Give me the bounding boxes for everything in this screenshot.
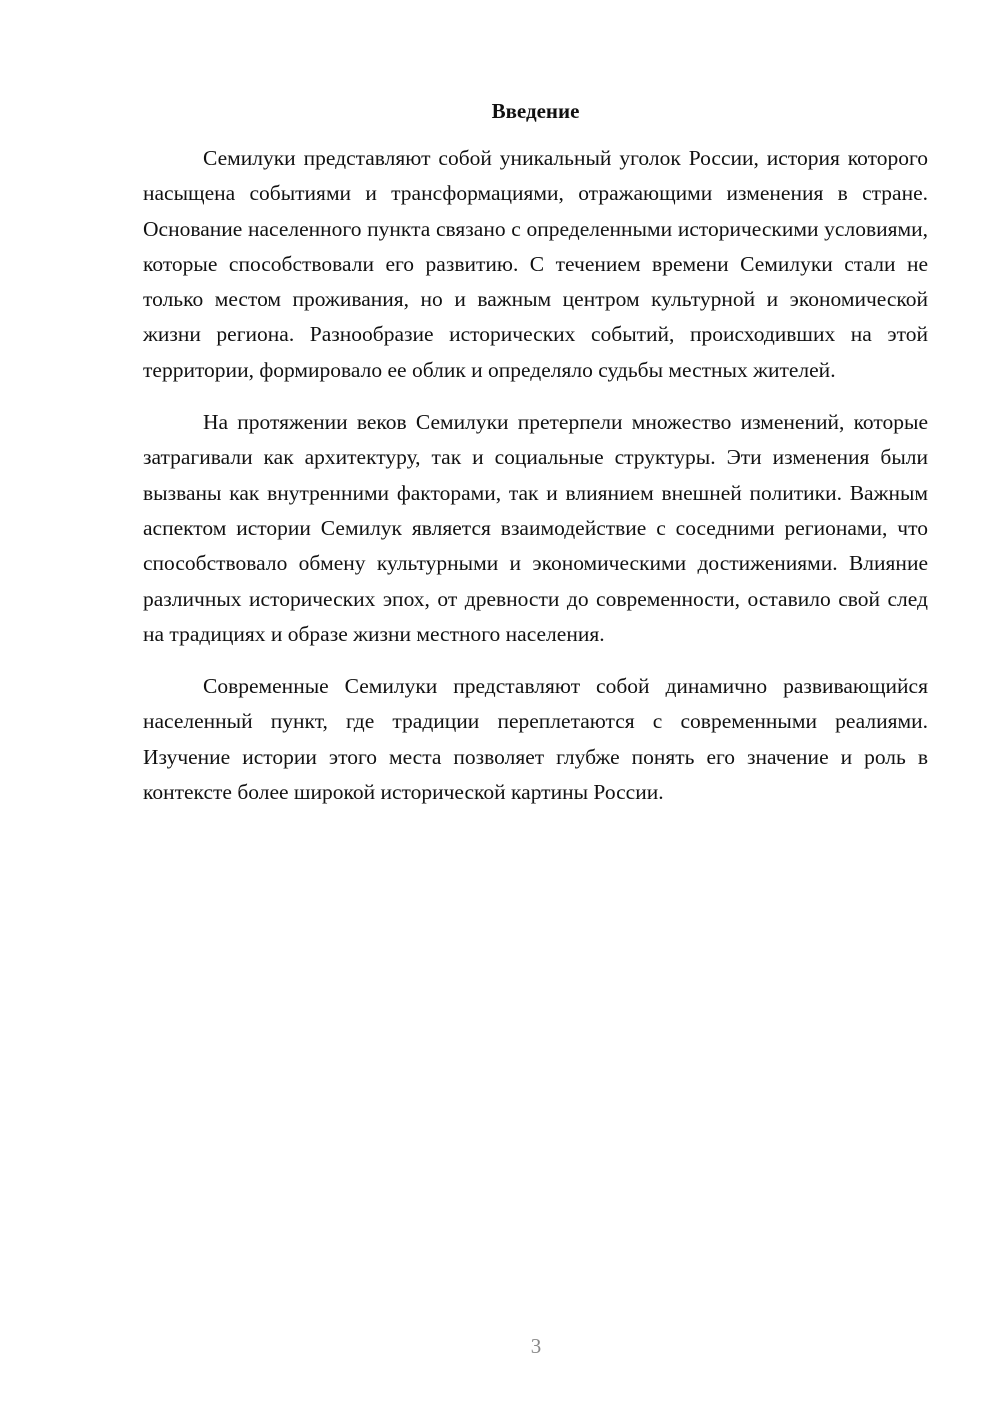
page-number: 3: [530, 1334, 542, 1358]
paragraph-2: На протяжении веков Семилуки претерпели множество изменений, которые затрагивали как архитектуру, так и социальные структуры. Эти изменения были вызваны как внутренними факторами, так и влиянием внешней политики. Важным аспектом истории Семилук является взаимодействие с соседними регионами, что способствовало обмену культурными и экономическими достижениями. Влияние различных исторических эпох, от древности до современности, оставило свой след на традициях и образе жизни местного населения.: [143, 410, 928, 646]
body-text: [143, 141, 928, 827]
paragraph-3: Современные Семилуки представляют собой динамично развивающийся населенный пункт, где традиции переплетаются с современными реалиями. Изучение истории этого места позволяет глубже понять его значение и роль в контексте более широкой исторической картины России.: [143, 674, 928, 805]
paragraph-1: Семилуки представляют собой уникальный уголок России, история которого насыщена событиями и трансформациями, отражающими изменения в стране. Основание населенного пункта связано с определенными историческими условиями, которые способствовали его развитию. С течением времени Семилуки стали не только местом проживания, но и важным центром культурной и экономической жизни региона. Разнообразие исторических событий, происходивших на этой территории, формировало ее облик и определяло судьбы местных жителей.: [143, 146, 928, 382]
section-heading: Введение: [491, 99, 580, 123]
